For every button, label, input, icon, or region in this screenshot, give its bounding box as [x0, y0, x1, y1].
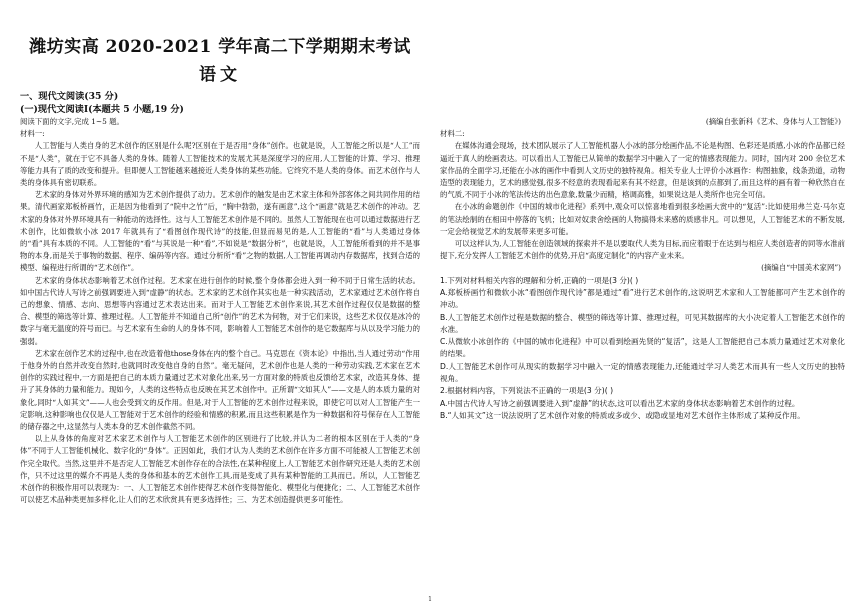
paragraph: 在媒体沟通会现场，技术团队展示了人工智能机器人小冰的部分绘画作品,不论是构图、色彩还是质感,小冰的作品都已经逼近于真人的绘画表达。可以看出人工智能已从简单的数据学习中融入了一定的情感表现能力。同时，国内对 200 余位艺术家作品的全面学习,还能在小冰的画作中看到人文历史的独特视角。相关专业人士评价小冰画作：构图抽象，线条劲道，动物造型的表现能力，艺术的感觉强,很多不经意的表现看起来有其不经意，但是该到的点都到了,而且这样的画有着一种欣然自在的气质,不同于小冰的笔法传达的出色意象,数量少而精，格调高雅，如果说这是人类所作也完全可信。: [440, 141, 845, 200]
paragraph: 人工智能与人类自身的艺术创作的区别是什么呢?区别在于是否用“身体”创作。也就是说，人工智能之所以是“人工”而不是“人类”，就在于它不具备人类的身体。随着人工智能技术的发展尤其是深度学习的应用,人工智能的计算、学习、推理等能力具有了质的改变和提升。但即便人工智能越来越接近人类身体的某些功能。它终究不是人类的身体。而艺术创作与人类的身体具有密切联系。: [20, 141, 420, 188]
question-option: D.人工智能艺术创作可从现实的数据学习中融入一定的情感表现能力,还能通过学习人类艺术而具有一些人文历史的独特视角。: [440, 361, 845, 384]
paragraph: 在小冰的命题创作《中国的城市化进程》系列中,观众可以惊喜地看到很多绘画大赏中的“复活”:比如使用弗兰克·马尔克的笔法绘制的在相田中停落的飞机；比如对奴隶舍绘画的人物搞得未来感的质感非凡。可以想见，人工智能艺术的不断发展,一定会给视觉艺术的发展带来更多可能。: [440, 202, 845, 236]
source-citation: (摘编自“中国美术家网”): [761, 263, 841, 273]
source-citation: (摘编自张新科《艺术、身体与人工智能》): [705, 117, 841, 126]
subsection-heading: (一)现代文阅读Ⅰ(本题共 5 小题,19 分): [20, 104, 184, 115]
paragraph: 以上从身体的角度对艺术家艺术创作与人工智能艺术创作的区别进行了比较,并认为二者的根本区别在于人类的“身体”不同于人工智能机械化、数字化的“身体”。正因如此，我们才认为人类的艺术创作在许多方面不可能被人工智能艺术创作完全取代。当然,这里并不是否定人工智能艺术创作存在的合法性,在某种程度上,人工智能艺术创作研究还是人类的艺术创作，只不过这里的媒介不再是人类的身体和基本的艺术创作工具,而是变成了具有某种智能的工具而已。所以，人工智能艺术创作的积极作用可以表现为：一、人工智能艺术创作使得艺术创作变得智能化、模型化与便捷化；二、人工智能艺术创作可以使艺术品种类更加多样化,让人们的艺术欣赏具有更多选择性；三、为艺术创造提供更多可能性。: [20, 434, 420, 505]
material-label: 材料一:: [20, 129, 45, 139]
question-option: C.从微软小冰创作的《中国的城市化进程》中可以看到绘画先贤的“复活”，这是人工智能把自己本质力量通过艺术对象化的结果。: [440, 337, 845, 359]
question-option: A.中国古代诗人写诗之前强调要进入到“虚静”的状态,这可以看出艺术家的身体状态影响着艺术创作的过程。: [440, 398, 800, 408]
continued-text-spacer: [440, 0, 845, 116]
page-number: 1: [428, 596, 432, 603]
section-heading: 一、现代文阅读(35 分): [20, 91, 119, 102]
instruction-text: 阅读下面的文字,完成 1~5 题。: [20, 117, 124, 126]
paragraph: 艺术家的身体对外界环境的感知为艺术创作提供了动力。艺术创作的触发是由艺术家主体和外部客体之间共同作用的结果。清代画家郑板桥画竹，正是因为他看到了“院中之竹”后，“胸中勃勃，遂有画意”,这个“画意”就是艺术创作的冲动。艺术家的身体对外界环境具有一种能动的选择性。这与人工智能艺术创作是不同的。虽然人工智能现在也可以通过数据进行艺术创作，比如微软小冰 2017 年就具有了“看图创作现代诗”的技能,但显而易见的是,人工智能的“看”与人类通过身体的“看”具有本质的不同。人工智能的“看”与其说是一种“看”,不如说是“数据分析”，也就是说，人工智能所看到的并不是事物的本身,而是关于事物的数据、程序、编码等内容。通过分析所“看”之物的数据,人工智能再调动内存数据库，找到合适的模型、编程进行所谓的“艺术创作”。: [20, 190, 420, 273]
paragraph: 可以这样认为,人工智能在创造领域的探索并不是以要取代人类为目标,而应着眼于在达到与相应人类创造者的同等水准前提下,充分发挥人工智能艺术创作的优势,开启“高度定制化”的内容产业未来。: [440, 239, 845, 261]
question-option: A.郑板桥画竹和微软小冰“看图创作现代诗”都是通过“看”进行艺术创作的,这说明艺术家和人工智能都可产生艺术创作的冲动。: [440, 287, 845, 310]
paragraph: 艺术家的身体状态影响着艺术创作过程。艺术家在进行创作的时候,整个身体都会进入到一种不同于日常生活的状态。如中国古代诗人写诗之前强调要进入到“虚静”的状态。艺术家的艺术创作其实也是一种实践活动，艺术家通过艺术创作将自己的想象、情感、志向、思想等内容通过艺术表达出来。而对于人工智能艺术创作来说,其艺术创作过程仅仅是数据的整合、模型的筛选等计算、推理过程。人工智能并不知道自己所“创作”的艺术为何物，对于它们来说，这些艺术仅仅是冰冷的数字与毫无温度的符号而已。与艺术家有生命的人的身体不同，影响着人工智能艺术创作的是它数据库与从以及学习能力的强弱。: [20, 275, 420, 346]
left-column: [20, 0, 420, 607]
questions: [440, 275, 845, 423]
question-stem: 2.根据材料内容，下列说法不正确的一项是(3 分)( ): [440, 386, 614, 396]
material-label: 材料二:: [440, 129, 465, 139]
question-stem: 1.下列对材料相关内容的理解和分析,正确的一项是(3 分)( ): [440, 275, 639, 285]
subject-heading: 语文: [199, 65, 241, 85]
question-option: B.人工智能艺术创作过程是数据的整合、模型的筛选等计算、推理过程，可见其数据库的大小决定着人工智能艺术创作的水准。: [440, 312, 845, 334]
paragraph: 艺术家在创作艺术的过程中,也在改造着他those身体在内的整个自己。马克思在《资本论》中指出,当人通过劳动“作用于他身外的自然并改变自然时,也就同时改变他自身的自然”。毫无疑问，艺术创作也是人类的一种劳动实践,艺术家在艺术创作的实践过程中,一方面是把自己的本质力量通过艺术对象化出来,另一方面对象的特质也反馈给艺术家，改造其身体、提升了其身体的力量和能力。现如今，人类的这些特点也反映在其艺术创作中。正所谓“文如其人”——文是人的本质力量的对象化,同时“人如其文”——人也会受到文的反作用。但是,对于人工智能的艺术创作过程来说，即使它可以对人工智能产生一定影响,这种影响也仅仅是人工智能对于艺术创作的经验和情感的积累,而且这些积累是作为一种数据和符号保存在人工智能的储存器之中,这显然与人类本身的艺术创作截然不同。: [20, 348, 420, 432]
right-column: [440, 0, 845, 607]
question-option: B.“人如其文”这一说法说明了艺术创作对象的特质或多或少、或隐或显地对艺术创作主体形成了某种反作用。: [440, 410, 805, 420]
page-title: 潍坊实高 2020-2021 学年高二下学期期末考试: [29, 37, 411, 57]
